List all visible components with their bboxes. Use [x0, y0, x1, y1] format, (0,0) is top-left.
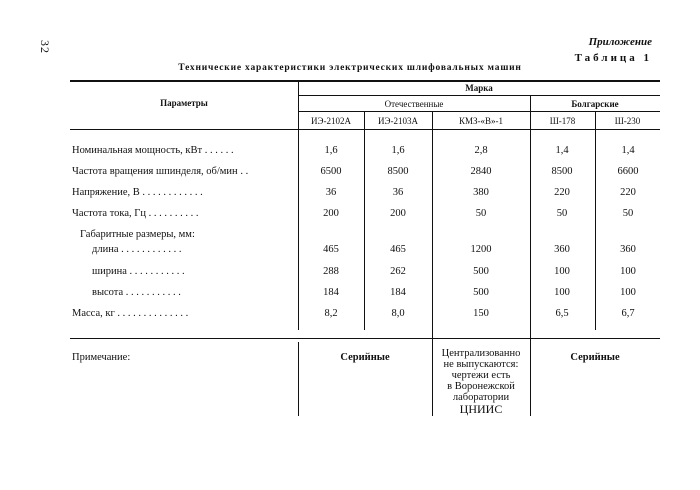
- cell-value: 1,6: [391, 145, 405, 156]
- col1-divider: [364, 111, 365, 330]
- param-label: Частота тока, Гц . . . . . . . . . .: [72, 208, 199, 219]
- table-label: Таблица 1: [574, 52, 652, 64]
- spec-table: [70, 80, 660, 420]
- param-label: Напряжение, В . . . . . . . . . . . .: [72, 187, 203, 198]
- param-label: Частота вращения шпинделя, об/мин . .: [72, 166, 249, 177]
- cell-value: 1,4: [555, 145, 569, 156]
- cell-value: 1,6: [324, 145, 338, 156]
- cell-value: 200: [323, 208, 339, 219]
- cell-value: 50: [475, 208, 487, 219]
- cell-value: 100: [620, 266, 636, 277]
- cell-value: 360: [554, 244, 570, 255]
- group-bulgarian: Болгарские: [571, 99, 619, 109]
- cell-value: 6,7: [621, 308, 635, 319]
- cell-value: 465: [390, 244, 406, 255]
- cell-value: 1200: [470, 244, 492, 255]
- cell-value: 184: [323, 287, 339, 298]
- table-top-rule: [70, 80, 660, 82]
- cell-value: 6,5: [555, 308, 569, 319]
- cell-value: 262: [390, 266, 406, 277]
- cell-value: 100: [620, 287, 636, 298]
- cell-value: 36: [392, 187, 404, 198]
- param-label: длина . . . . . . . . . . . .: [92, 244, 182, 255]
- cell-value: 2,8: [474, 145, 488, 156]
- params-header: Параметры: [160, 98, 208, 108]
- cell-value: 360: [620, 244, 636, 255]
- cell-value: 50: [556, 208, 568, 219]
- cell-value: 100: [554, 266, 570, 277]
- page-number: 32: [38, 40, 52, 54]
- note-kmz: Централизованно не выпускаются: чертежи есть в Воронежской лаборатории ЦНИИС: [441, 348, 521, 416]
- param-label: Габаритные размеры, мм:: [80, 229, 195, 240]
- model-header: ИЭ-2102А: [311, 116, 351, 126]
- cell-value: 6500: [320, 166, 342, 177]
- note-domestic-serial: Серийные: [340, 352, 390, 363]
- cell-value: 8500: [387, 166, 409, 177]
- cell-value: 288: [323, 266, 339, 277]
- param-label: высота . . . . . . . . . . .: [92, 287, 181, 298]
- param-label: Номинальная мощность, кВт . . . . . .: [72, 145, 234, 156]
- cell-value: 380: [473, 187, 489, 198]
- col3-divider: [530, 95, 531, 416]
- cell-value: 36: [325, 187, 337, 198]
- header-bottom-rule: [70, 129, 660, 130]
- brand-header: Марка: [465, 83, 493, 93]
- cell-value: 8500: [551, 166, 573, 177]
- col4-divider: [595, 111, 596, 330]
- cell-value: 465: [323, 244, 339, 255]
- cell-value: 220: [620, 187, 636, 198]
- model-header: Ш-230: [614, 116, 641, 126]
- model-header: ИЭ-2103А: [378, 116, 418, 126]
- param-label: Масса, кг . . . . . . . . . . . . . .: [72, 308, 189, 319]
- table-title: Технические характеристики электрических шлифовальных машин: [178, 63, 522, 73]
- brand-rule: [298, 95, 660, 96]
- model-header: Ш-178: [549, 116, 576, 126]
- cell-value: 500: [473, 266, 489, 277]
- cell-value: 220: [554, 187, 570, 198]
- notes-top-rule: [70, 338, 660, 339]
- param-label: ширина . . . . . . . . . . .: [92, 266, 185, 277]
- cell-value: 200: [390, 208, 406, 219]
- cell-value: 150: [473, 308, 489, 319]
- cell-value: 8,2: [324, 308, 338, 319]
- cell-value: 6600: [617, 166, 639, 177]
- group-domestic: Отечественные: [384, 99, 444, 109]
- appendix-label: Приложение: [588, 36, 652, 48]
- cell-value: 100: [554, 287, 570, 298]
- note-bulgarian-serial: Серийные: [570, 352, 620, 363]
- cell-value: 500: [473, 287, 489, 298]
- cell-value: 1,4: [621, 145, 635, 156]
- model-header: КМЗ-«В»-1: [458, 116, 503, 126]
- cell-value: 184: [390, 287, 406, 298]
- group-rule: [298, 111, 660, 112]
- note-label: Примечание:: [72, 352, 131, 363]
- cell-value: 2840: [470, 166, 492, 177]
- cell-value: 50: [622, 208, 634, 219]
- cell-value: 8,0: [391, 308, 405, 319]
